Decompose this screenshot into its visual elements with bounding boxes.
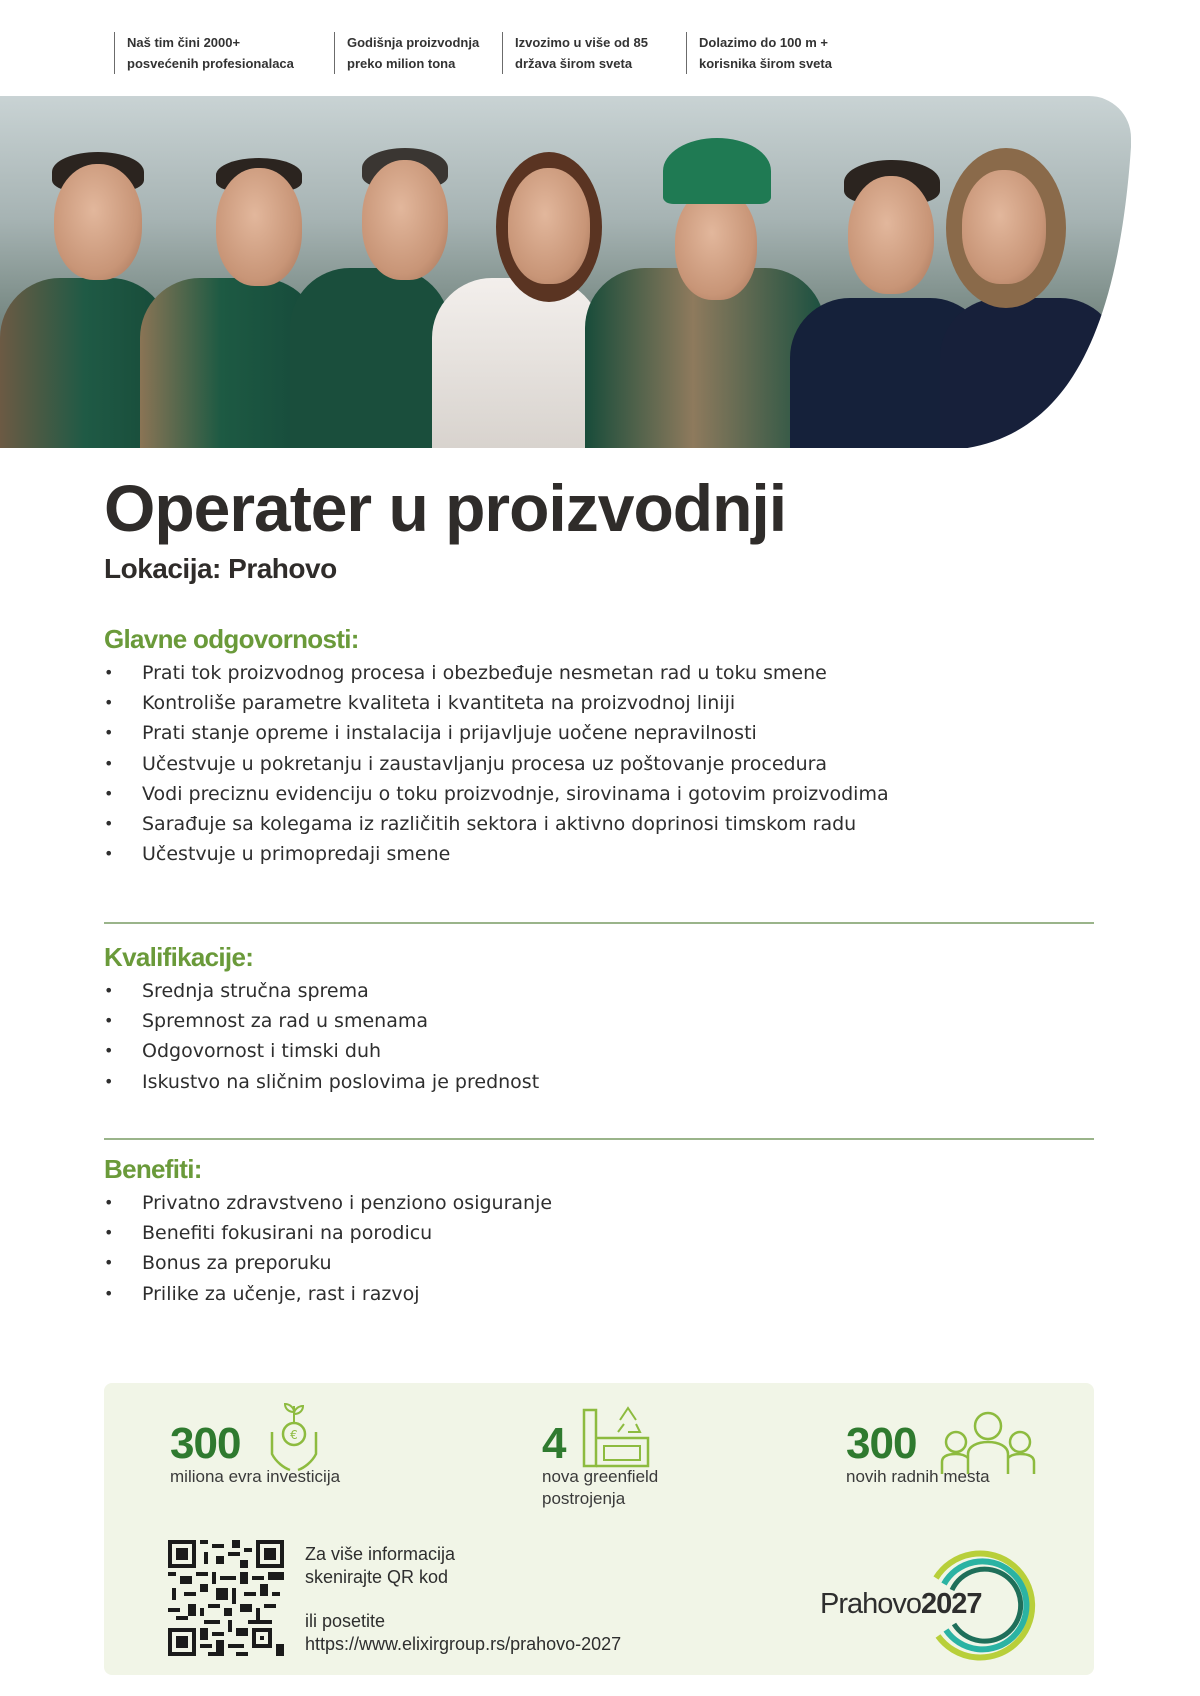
stat-users	[686, 32, 856, 74]
stat-team	[114, 32, 334, 74]
visit-website	[305, 1610, 621, 1656]
svg-text:€: €	[290, 1428, 298, 1442]
kpi-investment	[170, 1419, 341, 1488]
stat-team-line2: posvećenih profesionalaca	[127, 56, 294, 71]
stat-export-line1: Izvozimo u više od 85	[515, 35, 648, 50]
prahovo-2027-logo	[820, 1548, 1040, 1658]
kpi-investment-value: 300	[170, 1419, 241, 1468]
job-location: Lokacija: Prahovo	[104, 553, 337, 584]
list-item: • Iskustvo na sličnim poslovima je prednost	[104, 1067, 539, 1097]
list-item: • Učestvuje u pokretanju i zaustavljanju procesa uz poštovanje procedura	[104, 749, 889, 779]
visit-label: ili posetite	[305, 1611, 386, 1631]
stat-production-line2: preko milion tona	[347, 56, 456, 71]
kpi-greenfield	[542, 1419, 659, 1510]
qr-code[interactable]	[168, 1540, 284, 1656]
list-item: • Vodi preciznu evidenciju o toku proizvodnje, sirovinama i gotovim proizvodima	[104, 779, 889, 809]
list-item: • Benefiti fokusirani na porodicu	[104, 1218, 552, 1248]
stat-export	[502, 32, 686, 74]
website-link[interactable]: https://www.elixirgroup.rs/prahovo-2027	[305, 1634, 622, 1654]
stat-users-line2: korisnika širom sveta	[699, 56, 832, 71]
list-item: • Srednja stručna sprema	[104, 976, 539, 1006]
prahovo-2027-wordmark: Prahovo2027	[820, 1588, 982, 1620]
kpi-greenfield-label-1: nova greenfield	[542, 1467, 659, 1486]
qr-instruction-line2: skenirajte QR kod	[305, 1567, 449, 1587]
qr-instruction-line1: Za više informacija	[305, 1544, 456, 1564]
kpi-greenfield-label-2: postrojenja	[542, 1489, 626, 1508]
list-item: • Učestvuje u primopredaji smene	[104, 839, 889, 869]
kpi-jobs-value: 300	[846, 1419, 917, 1468]
investment-hands-icon	[266, 1402, 322, 1474]
qualifications-heading: Kvalifikacije:	[104, 942, 254, 972]
hero-curve-mask	[833, 110, 1131, 448]
stat-production-line1: Godišnja proizvodnja	[347, 35, 480, 50]
kpi-jobs	[846, 1419, 990, 1488]
benefits-heading: Benefiti:	[104, 1154, 202, 1184]
qualifications-list	[104, 976, 539, 1097]
stat-team-line1: Naš tim čini 2000+	[127, 35, 241, 50]
benefits-list	[104, 1188, 552, 1309]
stat-export-line2: država širom sveta	[515, 56, 633, 71]
list-item: • Kontroliše parametre kvaliteta i kvantiteta na proizvodnoj liniji	[104, 688, 889, 718]
people-group-icon	[938, 1406, 1038, 1476]
factory-recycle-icon	[578, 1402, 654, 1470]
kpi-greenfield-value: 4	[542, 1419, 566, 1468]
company-stats-bar	[114, 32, 856, 74]
stat-production	[334, 32, 502, 74]
job-title: Operater u proizvodnji	[104, 471, 787, 545]
list-item: • Prilike za učenje, rast i razvoj	[104, 1279, 552, 1309]
list-item: • Prati tok proizvodnog procesa i obezbeđuje nesmetan rad u toku smene	[104, 658, 889, 688]
list-item: • Privatno zdravstveno i penziono osiguranje	[104, 1188, 552, 1218]
hero-team-photo	[0, 96, 1131, 448]
qr-instruction	[305, 1543, 455, 1589]
list-item: • Spremnost za rad u smenama	[104, 1006, 539, 1036]
list-item: • Bonus za preporuku	[104, 1248, 552, 1278]
kpi-investment-label: miliona evra investicija	[170, 1467, 341, 1486]
list-item: • Sarađuje sa kolegama iz različitih sektora i aktivno doprinosi timskom radu	[104, 809, 889, 839]
responsibilities-heading: Glavne odgovornosti:	[104, 624, 359, 654]
responsibilities-list	[104, 658, 889, 869]
list-item: • Odgovornost i timski duh	[104, 1036, 539, 1066]
person-5	[585, 118, 825, 448]
list-item: • Prati stanje opreme i instalacija i prijavljuje uočene nepravilnosti	[104, 718, 889, 748]
section-divider	[104, 922, 1094, 924]
kpi-jobs-label: novih radnih mesta	[846, 1467, 990, 1486]
section-divider	[104, 1138, 1094, 1140]
stat-users-line1: Dolazimo do 100 m +	[699, 35, 828, 50]
